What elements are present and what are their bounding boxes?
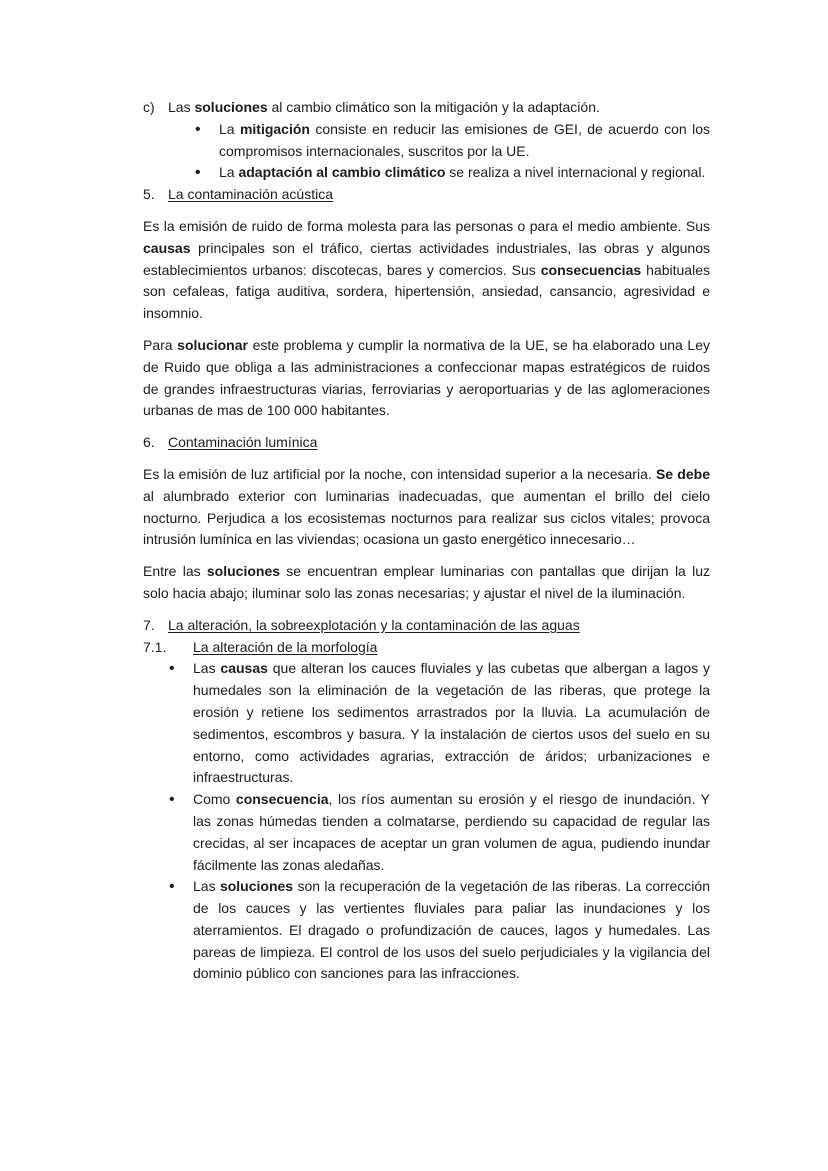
- section-title: La alteración, la sobreexplotación y la contaminación de las aguas: [168, 616, 580, 633]
- list-item-c: [143, 97, 710, 119]
- list-item: [193, 658, 710, 789]
- bold-term: Se debe: [655, 465, 710, 482]
- bold-term: soluciones: [206, 563, 281, 580]
- text: La: [219, 164, 239, 181]
- text: Las: [193, 878, 220, 895]
- text: Es la emisión de luz artificial por la noche, con intensidad superior a la necesaria.: [143, 465, 656, 482]
- bold-term: causas: [143, 239, 191, 256]
- section-title: La contaminación acústica: [168, 186, 333, 203]
- bold-term: causas: [220, 660, 268, 677]
- text: Es la emisión de ruido de forma molesta para las personas o para el medio ambiente. Sus: [143, 217, 710, 234]
- section-heading-7: [143, 615, 710, 637]
- section-title: Contaminación lumínica: [168, 434, 318, 451]
- list-item: [193, 876, 710, 985]
- morphology-bullet-list: [193, 658, 710, 985]
- section-number: 7.: [143, 616, 155, 633]
- text: se encuentran emplear luminarias con pantallas que dirijan la luz solo hacia abajo; iluminar solo las zonas necesarias; y ajustar el nivel de la iluminación.: [143, 563, 711, 601]
- list-item: [193, 789, 710, 876]
- text: Entre las: [143, 563, 207, 580]
- text: al cambio climático son la mitigación y la adaptación.: [267, 99, 600, 115]
- bold-term: solucionar: [177, 336, 248, 353]
- text: que alteran los cauces fluviales y las cubetas que albergan a lagos y humedales son la eliminación de la vegetación de las riberas, que protege la erosión y retiene los sedimentos arrastrados por la lluvia. La acumulación de sedimentos, escombros y basura. Y la instalación de ciertos usos del suelo en su entorno, como actividades agrarias, extracción de áridos; urbanizaciones e infraestructuras.: [193, 660, 710, 786]
- bold-term: consecuencia: [235, 791, 329, 808]
- text: al alumbrado exterior con luminarias inadecuadas, que aumentan el brillo del cielo nocturno. Perjudica a los ecosistemas nocturnos para realizar sus ciclos vitales; provoca intrusión lumínica en las viviendas; ocasiona un gasto energético innecesario…: [143, 487, 710, 548]
- section-number: 5.: [143, 186, 155, 203]
- paragraph: [143, 216, 710, 325]
- subsection-title: La alteración de la morfología: [193, 638, 378, 655]
- paragraph: [143, 335, 710, 422]
- text: este problema y cumplir la normativa de la UE, se ha elaborado una Ley de Ruido que obliga a las administraciones a confeccionar mapas estratégicos de ruidos de grandes infraestructuras viarias, ferroviarias y aeroportuarias y de las aglomeraciones urbanas de mas de 100 000 habitantes.: [143, 336, 710, 419]
- text: son la recuperación de la vegetación de las riberas. La corrección de los cauces y las vertientes fluviales para paliar las inundaciones y los aterramientos. El dragado o profundización de cauces, lagos y humedales. Las pareas de limpieza. El control de los usos del suelo perjudiciales y la vigilancia del dominio público con sanciones para las infracciones.: [193, 878, 710, 982]
- text: se realiza a nivel internacional y regional.: [445, 164, 706, 181]
- section-heading-6: [143, 432, 710, 454]
- section-heading-5: [143, 184, 710, 206]
- text: principales son el tráfico, ciertas actividades industriales, las obras y algunos establecimientos urbanos: discotecas, bares y comercios. Sus: [143, 239, 710, 278]
- list-item: [219, 119, 710, 163]
- list-marker-c: c): [143, 99, 155, 115]
- paragraph: [143, 464, 710, 551]
- paragraph: [143, 561, 710, 605]
- solutions-intro: [168, 97, 600, 119]
- bold-term: soluciones: [219, 878, 294, 895]
- text: habituales son cefaleas, fatiga auditiva, sordera, hipertensión, ansiedad, cansancio, agresividad e insomnio.: [143, 261, 710, 322]
- text: Las: [193, 660, 221, 677]
- subsection-number: 7.1.: [143, 638, 167, 655]
- text: La: [219, 120, 240, 137]
- bold-term: adaptación al cambio climático: [238, 164, 446, 181]
- text: Las: [168, 99, 195, 115]
- section-number: 6.: [143, 434, 155, 451]
- bold-term: soluciones: [194, 99, 268, 115]
- text: , los ríos aumentan su erosión y el riesgo de inundación. Y las zonas húmedas tienden a colmatarse, perdiendo su capacidad de regular las crecidas, al ser incapaces de aceptar un gran volumen de agua, pudiendo inundar fácilmente las zonas aledañas.: [193, 791, 710, 873]
- solutions-bullet-list: [219, 119, 710, 184]
- bold-term: mitigación: [239, 120, 310, 137]
- text: consiste en reducir las emisiones de GEI, de acuerdo con los compromisos internacionales, suscritos por la UE.: [219, 120, 710, 159]
- subsection-heading-7-1: [143, 637, 710, 659]
- text: Para: [143, 336, 178, 353]
- text: Como: [193, 791, 236, 808]
- bold-term: consecuencias: [540, 261, 642, 278]
- list-item: [219, 162, 710, 184]
